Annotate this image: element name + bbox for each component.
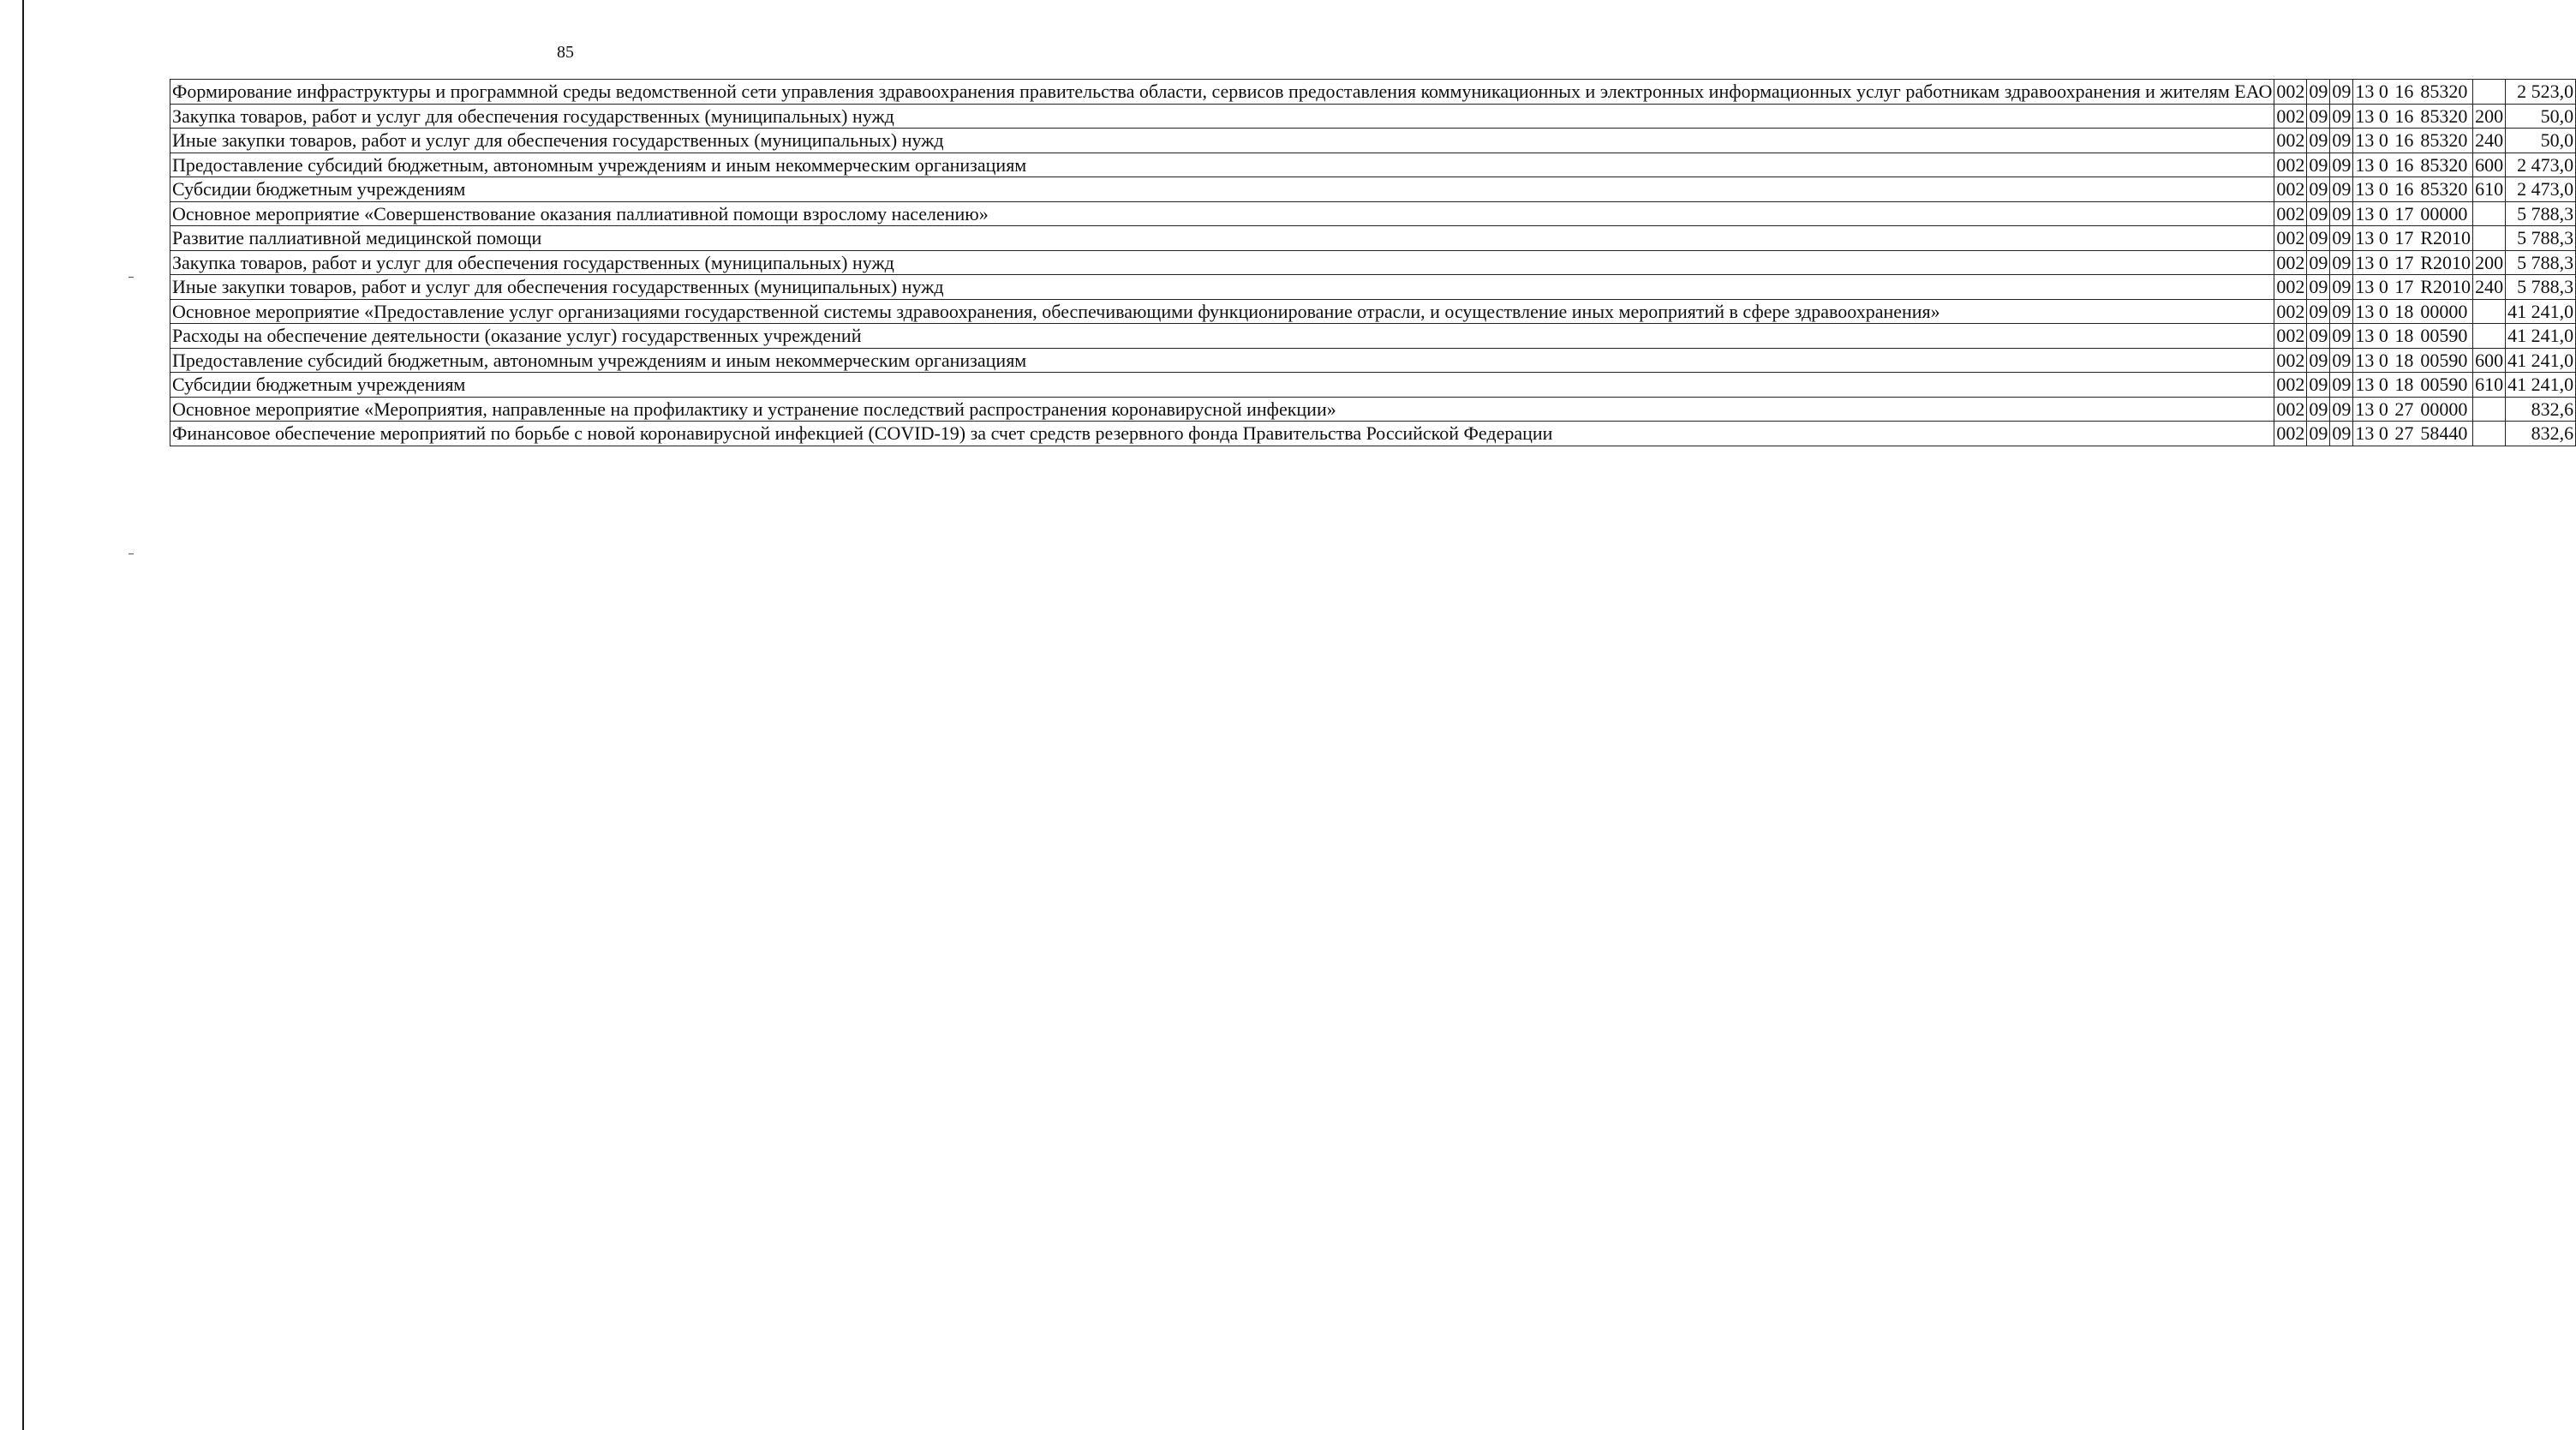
ved-code-cell: 002 xyxy=(2274,80,2307,105)
section-code-cell: 09 xyxy=(2307,104,2330,129)
target-article-direction: 85320 xyxy=(2420,129,2468,151)
target-article-direction: 85320 xyxy=(2420,153,2468,176)
expense-name-cell: Закупка товаров, работ и услуг для обеспечения государственных (муниципальных) нужд xyxy=(170,250,2274,275)
target-article-direction: 00590 xyxy=(2420,325,2468,346)
target-article-event: 27 xyxy=(2394,398,2414,420)
target-article-direction: 58440 xyxy=(2420,422,2468,444)
target-article-program: 13 0 xyxy=(2355,129,2388,151)
target-article-event: 16 xyxy=(2394,105,2414,127)
expense-name-cell: Субсидии бюджетным учреждениям xyxy=(170,177,2274,202)
subsection-code-cell: 09 xyxy=(2330,250,2353,275)
target-article-program: 13 0 xyxy=(2355,105,2388,127)
scan-mark xyxy=(129,277,134,278)
target-article-event: 16 xyxy=(2394,178,2414,200)
table-row xyxy=(170,373,2576,398)
scan-edge-line xyxy=(22,0,24,1430)
section-code-cell: 09 xyxy=(2307,250,2330,275)
target-article-direction: 00000 xyxy=(2420,202,2468,224)
expense-type-cell xyxy=(2473,226,2506,251)
table-row xyxy=(170,422,2576,446)
table-row xyxy=(170,129,2576,153)
target-article-event: 18 xyxy=(2394,349,2414,371)
target-article-program: 13 0 xyxy=(2355,422,2388,444)
target-article-program: 13 0 xyxy=(2355,227,2388,248)
subsection-code-cell: 09 xyxy=(2330,397,2353,422)
target-article-direction: 85320 xyxy=(2420,105,2468,127)
table-row xyxy=(170,226,2576,251)
section-code-cell: 09 xyxy=(2307,397,2330,422)
expense-name-cell: Финансовое обеспечение мероприятий по борьбе с новой коронавирусной инфекцией (COVID-19) за счет средств резервного фонда Правительства Российской Федерации xyxy=(170,422,2274,446)
target-article-cell xyxy=(2353,129,2473,153)
target-article-program: 13 0 xyxy=(2355,178,2388,200)
amount-cell: 50,0 xyxy=(2506,129,2576,153)
target-article-event: 18 xyxy=(2394,325,2414,346)
table-row xyxy=(170,104,2576,129)
amount-cell: 832,6 xyxy=(2506,422,2576,446)
expense-type-cell xyxy=(2473,397,2506,422)
subsection-code-cell: 09 xyxy=(2330,348,2353,373)
target-article-direction: 00590 xyxy=(2420,349,2468,371)
expense-name-cell: Субсидии бюджетным учреждениям xyxy=(170,373,2274,398)
target-article-cell xyxy=(2353,373,2473,398)
target-article-program: 13 0 xyxy=(2355,349,2388,371)
ved-code-cell: 002 xyxy=(2274,275,2307,300)
target-article-cell xyxy=(2353,153,2473,177)
expense-name-cell: Иные закупки товаров, работ и услуг для обеспечения государственных (муниципальных) нужд xyxy=(170,275,2274,300)
target-article-cell xyxy=(2353,104,2473,129)
expense-type-cell: 200 xyxy=(2473,104,2506,129)
target-article-event: 16 xyxy=(2394,129,2414,151)
ved-code-cell: 002 xyxy=(2274,104,2307,129)
expense-type-cell xyxy=(2473,324,2506,349)
expense-name-cell: Формирование инфраструктуры и программной среды ведомственной сети управления здравоохранения правительства области, сервисов предоставления коммуникационных и электронных информационных услуг работникам здравоохранения и жителям ЕАО xyxy=(170,80,2274,105)
target-article-cell xyxy=(2353,275,2473,300)
target-article-cell xyxy=(2353,324,2473,349)
target-article-cell xyxy=(2353,226,2473,251)
target-article-cell xyxy=(2353,348,2473,373)
target-article-direction: R2010 xyxy=(2420,227,2471,248)
target-article-cell xyxy=(2353,201,2473,226)
target-article-program: 13 0 xyxy=(2355,374,2388,395)
target-article-event: 17 xyxy=(2394,276,2414,297)
table-row xyxy=(170,201,2576,226)
target-article-direction: R2010 xyxy=(2420,251,2471,273)
amount-cell: 5 788,3 xyxy=(2506,226,2576,251)
section-code-cell: 09 xyxy=(2307,299,2330,324)
expense-name-cell: Основное мероприятие «Мероприятия, направленные на профилактику и устранение последствий распространения коронавирусной инфекции» xyxy=(170,397,2274,422)
section-code-cell: 09 xyxy=(2307,80,2330,105)
section-code-cell: 09 xyxy=(2307,129,2330,153)
subsection-code-cell: 09 xyxy=(2330,275,2353,300)
subsection-code-cell: 09 xyxy=(2330,373,2353,398)
amount-cell: 832,6 xyxy=(2506,397,2576,422)
ved-code-cell: 002 xyxy=(2274,129,2307,153)
amount-cell: 2 523,0 xyxy=(2506,80,2576,105)
ved-code-cell: 002 xyxy=(2274,422,2307,446)
subsection-code-cell: 09 xyxy=(2330,80,2353,105)
expense-name-cell: Предоставление субсидий бюджетным, автономным учреждениям и иным некоммерческим организациям xyxy=(170,348,2274,373)
section-code-cell: 09 xyxy=(2307,422,2330,446)
expense-name-cell: Иные закупки товаров, работ и услуг для обеспечения государственных (муниципальных) нужд xyxy=(170,129,2274,153)
ved-code-cell: 002 xyxy=(2274,373,2307,398)
expense-type-cell xyxy=(2473,299,2506,324)
table-row xyxy=(170,397,2576,422)
section-code-cell: 09 xyxy=(2307,373,2330,398)
target-article-cell xyxy=(2353,177,2473,202)
amount-cell: 5 788,3 xyxy=(2506,201,2576,226)
target-article-event: 17 xyxy=(2394,202,2414,224)
subsection-code-cell: 09 xyxy=(2330,177,2353,202)
target-article-direction: 00000 xyxy=(2420,300,2468,322)
expense-type-cell: 610 xyxy=(2473,177,2506,202)
target-article-direction: 85320 xyxy=(2420,178,2468,200)
target-article-event: 27 xyxy=(2394,422,2414,444)
expense-name-cell: Основное мероприятие «Совершенствование оказания паллиативной помощи взрослому населению» xyxy=(170,201,2274,226)
target-article-program: 13 0 xyxy=(2355,300,2388,322)
expense-type-cell: 610 xyxy=(2473,373,2506,398)
amount-cell: 41 241,0 xyxy=(2506,324,2576,349)
amount-cell: 5 788,3 xyxy=(2506,250,2576,275)
amount-cell: 2 473,0 xyxy=(2506,177,2576,202)
target-article-direction: 00590 xyxy=(2420,374,2468,395)
section-code-cell: 09 xyxy=(2307,324,2330,349)
expense-type-cell: 200 xyxy=(2473,250,2506,275)
expense-name-cell: Расходы на обеспечение деятельности (оказание услуг) государственных учреждений xyxy=(170,324,2274,349)
ved-code-cell: 002 xyxy=(2274,250,2307,275)
ved-code-cell: 002 xyxy=(2274,397,2307,422)
target-article-cell xyxy=(2353,397,2473,422)
table-row xyxy=(170,153,2576,177)
table-row xyxy=(170,250,2576,275)
target-article-direction: R2010 xyxy=(2420,276,2471,297)
ved-code-cell: 002 xyxy=(2274,177,2307,202)
table-row xyxy=(170,177,2576,202)
section-code-cell: 09 xyxy=(2307,348,2330,373)
amount-cell: 50,0 xyxy=(2506,104,2576,129)
amount-cell: 41 241,0 xyxy=(2506,373,2576,398)
amount-cell: 2 473,0 xyxy=(2506,153,2576,177)
expense-type-cell: 240 xyxy=(2473,275,2506,300)
target-article-event: 16 xyxy=(2394,153,2414,176)
target-article-program: 13 0 xyxy=(2355,398,2388,420)
target-article-direction: 85320 xyxy=(2420,81,2468,102)
target-article-program: 13 0 xyxy=(2355,202,2388,224)
target-article-event: 17 xyxy=(2394,251,2414,273)
table-row xyxy=(170,275,2576,300)
subsection-code-cell: 09 xyxy=(2330,153,2353,177)
expense-name-cell: Предоставление субсидий бюджетным, автономным учреждениям и иным некоммерческим организациям xyxy=(170,153,2274,177)
scan-mark xyxy=(129,553,134,554)
expense-type-cell xyxy=(2473,80,2506,105)
amount-cell: 41 241,0 xyxy=(2506,299,2576,324)
table-row xyxy=(170,348,2576,373)
target-article-cell xyxy=(2353,250,2473,275)
ved-code-cell: 002 xyxy=(2274,324,2307,349)
subsection-code-cell: 09 xyxy=(2330,422,2353,446)
subsection-code-cell: 09 xyxy=(2330,324,2353,349)
table-row xyxy=(170,324,2576,349)
table-body xyxy=(170,80,2576,446)
subsection-code-cell: 09 xyxy=(2330,201,2353,226)
expense-type-cell: 600 xyxy=(2473,153,2506,177)
subsection-code-cell: 09 xyxy=(2330,129,2353,153)
amount-cell: 41 241,0 xyxy=(2506,348,2576,373)
table-row xyxy=(170,299,2576,324)
expense-type-cell xyxy=(2473,422,2506,446)
expense-name-cell: Основное мероприятие «Предоставление услуг организациями государственной системы здравоохранения, обеспечивающими функционирование отрасли, и осуществление иных мероприятий в сфере здравоохранения» xyxy=(170,299,2274,324)
ved-code-cell: 002 xyxy=(2274,153,2307,177)
target-article-event: 17 xyxy=(2394,227,2414,248)
amount-cell: 5 788,3 xyxy=(2506,275,2576,300)
target-article-event: 18 xyxy=(2394,374,2414,395)
target-article-program: 13 0 xyxy=(2355,153,2388,176)
budget-table xyxy=(170,79,2576,446)
target-article-program: 13 0 xyxy=(2355,276,2388,297)
expense-type-cell: 240 xyxy=(2473,129,2506,153)
target-article-program: 13 0 xyxy=(2355,81,2388,102)
target-article-event: 16 xyxy=(2394,81,2414,102)
section-code-cell: 09 xyxy=(2307,153,2330,177)
expense-name-cell: Закупка товаров, работ и услуг для обеспечения государственных (муниципальных) нужд xyxy=(170,104,2274,129)
expense-type-cell xyxy=(2473,201,2506,226)
ved-code-cell: 002 xyxy=(2274,299,2307,324)
section-code-cell: 09 xyxy=(2307,177,2330,202)
ved-code-cell: 002 xyxy=(2274,226,2307,251)
ved-code-cell: 002 xyxy=(2274,201,2307,226)
target-article-program: 13 0 xyxy=(2355,251,2388,273)
subsection-code-cell: 09 xyxy=(2330,299,2353,324)
section-code-cell: 09 xyxy=(2307,226,2330,251)
target-article-event: 18 xyxy=(2394,300,2414,322)
target-article-cell xyxy=(2353,80,2473,105)
subsection-code-cell: 09 xyxy=(2330,104,2353,129)
page-number: 85 xyxy=(557,43,574,62)
target-article-program: 13 0 xyxy=(2355,325,2388,346)
target-article-cell xyxy=(2353,299,2473,324)
section-code-cell: 09 xyxy=(2307,201,2330,226)
target-article-direction: 00000 xyxy=(2420,398,2468,420)
table-row xyxy=(170,80,2576,105)
subsection-code-cell: 09 xyxy=(2330,226,2353,251)
ved-code-cell: 002 xyxy=(2274,348,2307,373)
section-code-cell: 09 xyxy=(2307,275,2330,300)
target-article-cell xyxy=(2353,422,2473,446)
expense-type-cell: 600 xyxy=(2473,348,2506,373)
expense-name-cell: Развитие паллиативной медицинской помощи xyxy=(170,226,2274,251)
